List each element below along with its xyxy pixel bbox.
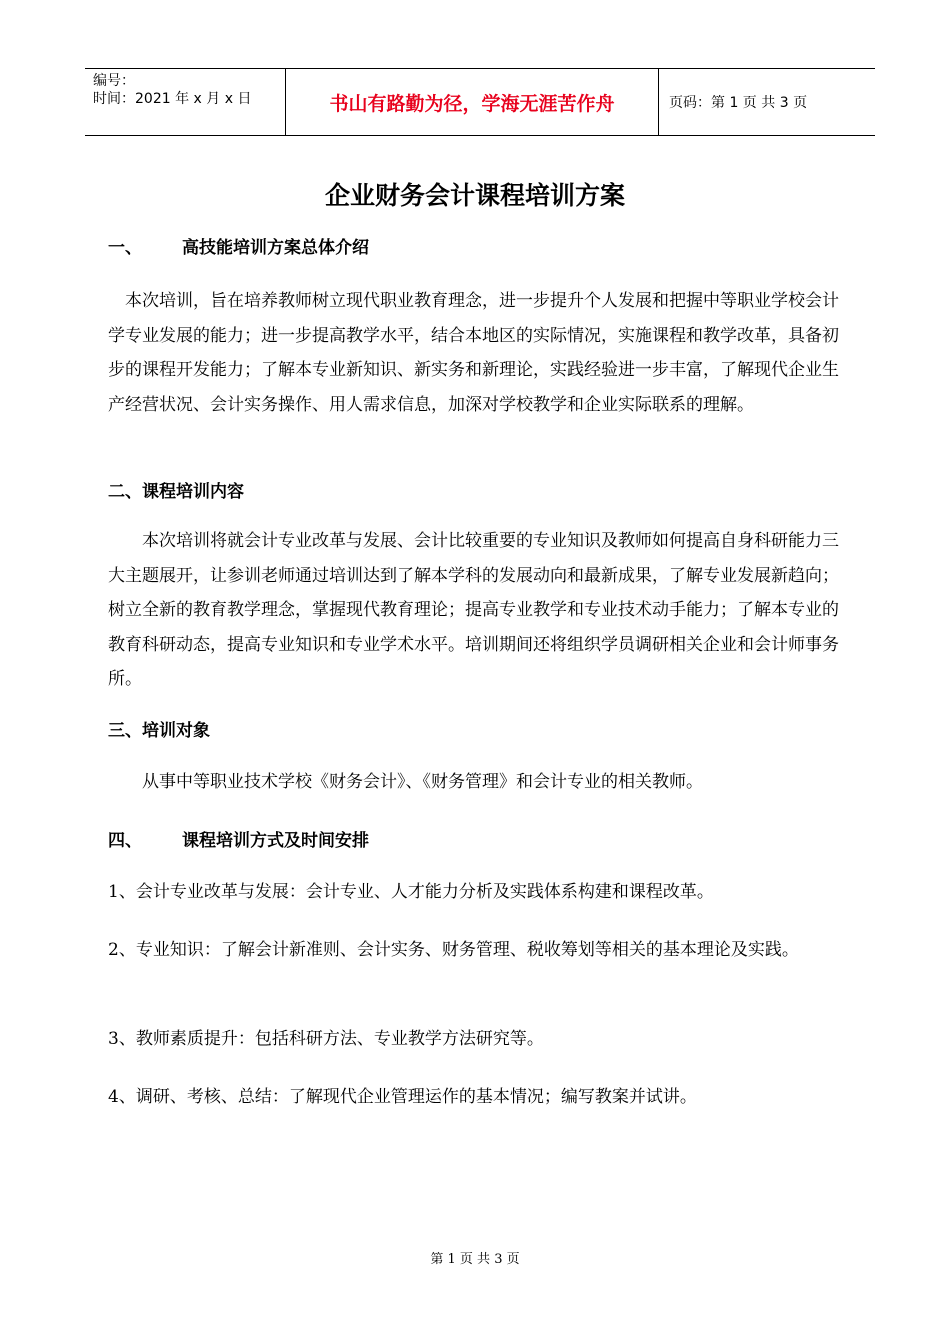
list-item: 4、调研、考核、总结：了解现代企业管理运作的基本情况；编写教案并试讲。 — [108, 1087, 697, 1107]
section-heading-2: 二、课程培训内容 — [108, 482, 244, 502]
header-motto: 书山有路勤为径，学海无涯苦作舟 — [329, 92, 615, 115]
time-label: 时间：2021 年 x 月 x 日 — [93, 91, 252, 107]
section-heading-4 — [108, 826, 369, 851]
list-item: 3、教师素质提升：包括科研方法、专业教学方法研究等。 — [108, 1029, 544, 1049]
section-body-2: 本次培训将就会计专业改革与发展、会计比较重要的专业知识及教师如何提高自身科研能力三大主题展开，让参训老师通过培训达到了解本学科的发展动向和最新成果，了解专业发展新趋向；树立全新的教育教学理念，掌握现代教育理论；提高专业教学和专业技术动手能力；了解本专业的教育科研动态，提高专业知识和专业学术水平。培训期间还将组织学员调研相关企业和会计师事务所。 — [108, 531, 839, 689]
document-title: 企业财务会计课程培训方案 — [324, 181, 625, 210]
document-header — [85, 68, 875, 136]
list-item: 2、专业知识：了解会计新准则、会计实务、财务管理、税收筹划等相关的基本理论及实践。 — [108, 940, 799, 960]
page-footer: 第 1 页 共 3 页 — [430, 1252, 520, 1267]
section-title-1: 高技能培训方案总体介绍 — [182, 238, 369, 258]
list-item: 1、会计专业改革与发展：会计专业、人才能力分析及实践体系构建和课程改革。 — [108, 882, 714, 902]
section-body-3: 从事中等职业技术学校《财务会计》、《财务管理》和会计专业的相关教师。 — [142, 772, 703, 792]
header-page-label: 页码：第 1 页 共 3 页 — [669, 95, 808, 111]
section-number-4: 四、 — [108, 831, 142, 851]
header-meta — [85, 69, 286, 136]
section-heading-3: 三、培训对象 — [108, 721, 210, 741]
number-label: 编号： — [93, 73, 135, 89]
section-title-4: 课程培训方式及时间安排 — [182, 831, 369, 851]
section-heading-1 — [108, 233, 369, 258]
section-number-1: 一、 — [108, 238, 142, 258]
header-motto-cell — [286, 69, 659, 136]
header-page-cell — [659, 69, 876, 136]
section-body-1: 本次培训，旨在培养教师树立现代职业教育理念，进一步提升个人发展和把握中等职业学校会计学专业发展的能力；进一步提高教学水平，结合本地区的实际情况，实施课程和教学改革，具备初步的课程开发能力；了解本专业新知识、新实务和新理论，实践经验进一步丰富，了解现代企业生产经营状况、会计实务操作、用人需求信息，加深对学校教学和企业实际联系的理解。 — [108, 291, 839, 415]
